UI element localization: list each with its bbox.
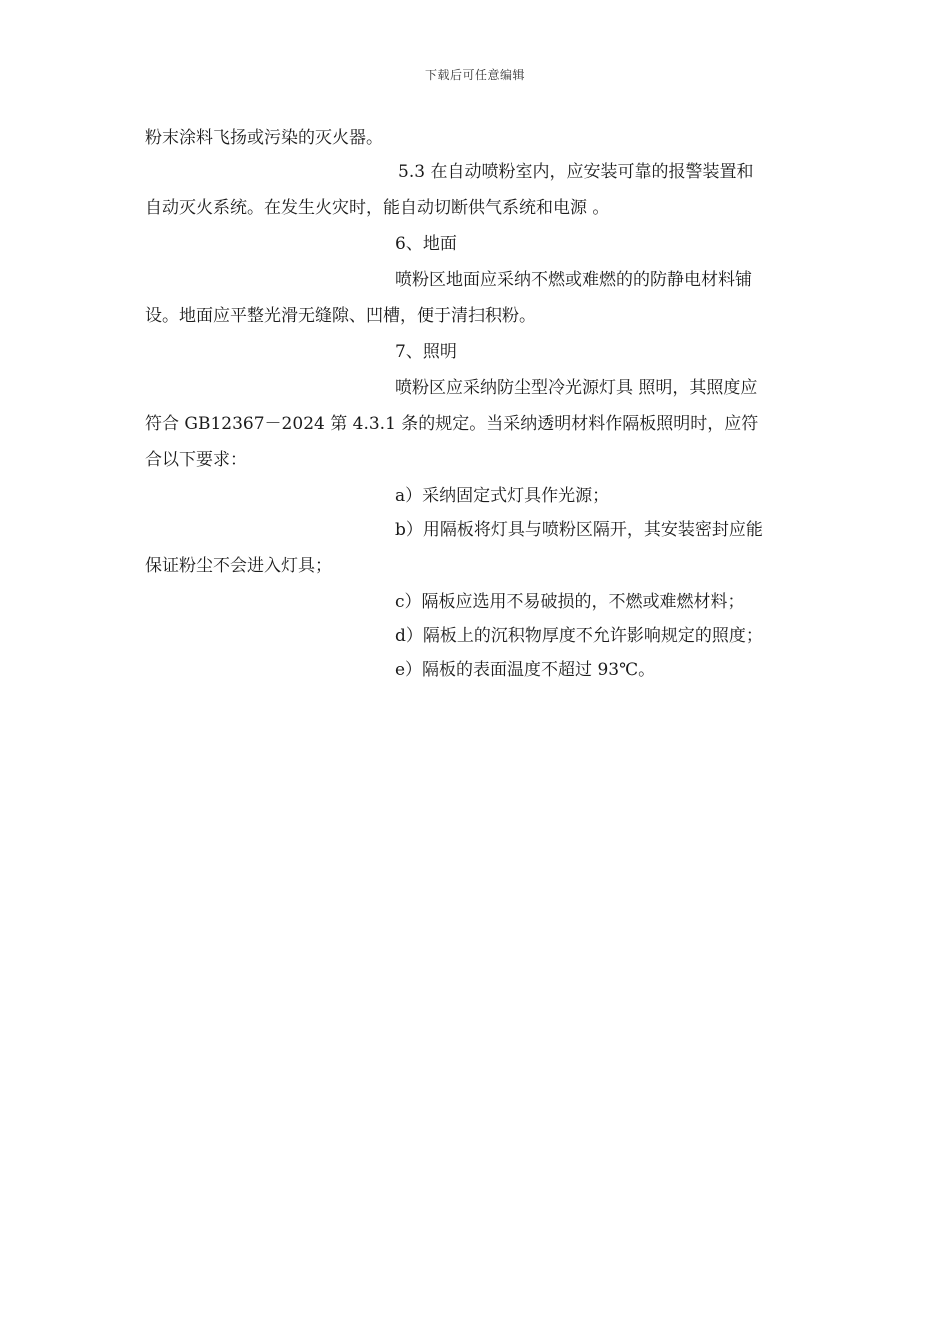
list-item-c: c）隔板应选用不易破损的，不燃或难燃材料； [395,592,745,612]
paragraph-line-1: 粉末涂料飞扬或污染的灭火器。 [145,128,383,148]
list-item-b: b）用隔板将灯具与喷粉区隔开，其安装密封应能 [395,520,763,540]
paragraph-line-2: 5.3 在自动喷粉室内，应安装可靠的报警装置和 [398,162,754,182]
paragraph-line-5: 喷粉区地面应采纳不燃或难燃的的防静电材料铺 [395,270,752,290]
paragraph-line-6: 设。地面应平整光滑无缝隙、凹槽，便于清扫积粉。 [145,306,536,326]
section-heading-lighting: 7、照明 [395,342,457,362]
paragraph-line-9: 符合 GB12367－2024 第 4.3.1 条的规定。当采纳透明材料作隔板照明时，应符 [145,414,759,434]
page-header: 下载后可任意编辑 [424,68,525,82]
section-heading-floor: 6、地面 [395,234,457,254]
list-item-a: a）采纳固定式灯具作光源； [395,486,610,506]
paragraph-line-3: 自动灭火系统。在发生火灾时，能自动切断供气系统和电源 。 [145,198,610,218]
paragraph-line-8: 喷粉区应采纳防尘型冷光源灯具 照明，其照度应 [395,378,758,398]
list-item-d: d）隔板上的沉积物厚度不允许影响规定的照度； [395,626,763,646]
list-item-b-continued: 保证粉尘不会进入灯具； [145,556,332,576]
list-item-e: e）隔板的表面温度不超过 93℃。 [395,660,656,680]
paragraph-line-10: 合以下要求： [145,450,247,470]
